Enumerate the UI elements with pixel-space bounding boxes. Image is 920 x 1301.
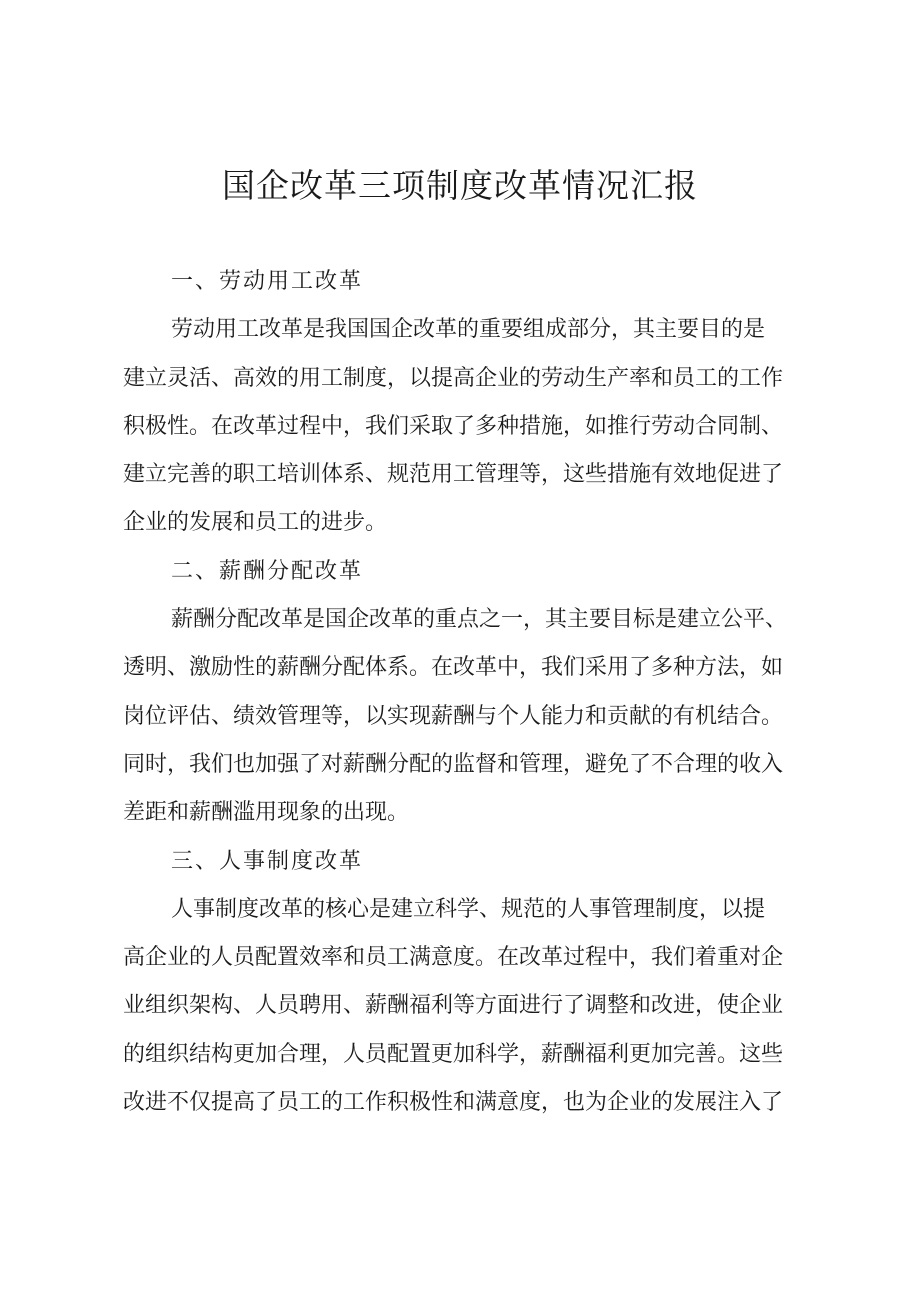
paragraph-line: 建立灵活、高效的用工制度，以提高企业的劳动生产率和员工的工作 <box>123 365 784 391</box>
paragraph-line: 高企业的人员配置效率和员工满意度。在改革过程中，我们着重对企 <box>123 945 784 971</box>
paragraph-line: 差距和薪酬滥用现象的出现。 <box>123 800 410 826</box>
section-heading-salary: 二、薪酬分配改革 <box>171 558 364 584</box>
paragraph-line: 岗位评估、绩效管理等，以实现薪酬与个人能力和贡献的有机结合。 <box>123 703 784 729</box>
paragraph-line: 改进不仅提高了员工的工作积极性和满意度，也为企业的发展注入了 <box>123 1090 784 1116</box>
paragraph-line: 的组织结构更加合理，人员配置更加科学，薪酬福利更加完善。这些 <box>123 1041 784 1067</box>
paragraph-line: 薪酬分配改革是国企改革的重点之一，其主要目标是建立公平、 <box>171 607 788 633</box>
section-heading-labor: 一、劳动用工改革 <box>171 269 364 294</box>
paragraph-line: 同时，我们也加强了对薪酬分配的监督和管理，避免了不合理的收入 <box>123 751 784 777</box>
paragraph-line: 积极性。在改革过程中，我们采取了多种措施，如推行劳动合同制、 <box>123 413 784 439</box>
paragraph-line: 建立完善的职工培训体系、规范用工管理等，这些措施有效地促进了 <box>123 462 784 488</box>
paragraph-line: 企业的发展和员工的进步。 <box>123 510 388 536</box>
paragraph-line: 劳动用工改革是我国国企改革的重要组成部分，其主要目的是 <box>171 317 766 343</box>
document-body <box>123 258 807 1127</box>
section-heading-personnel: 三、人事制度改革 <box>171 848 364 874</box>
paragraph-line: 透明、激励性的薪酬分配体系。在改革中，我们采用了多种方法，如 <box>123 655 784 681</box>
paragraph-line: 人事制度改革的核心是建立科学、规范的人事管理制度，以提 <box>171 896 766 922</box>
document-title: 国企改革三项制度改革情况汇报 <box>222 166 698 205</box>
paragraph-line: 业组织架构、人员聘用、薪酬福利等方面进行了调整和改进，使企业 <box>123 993 784 1019</box>
